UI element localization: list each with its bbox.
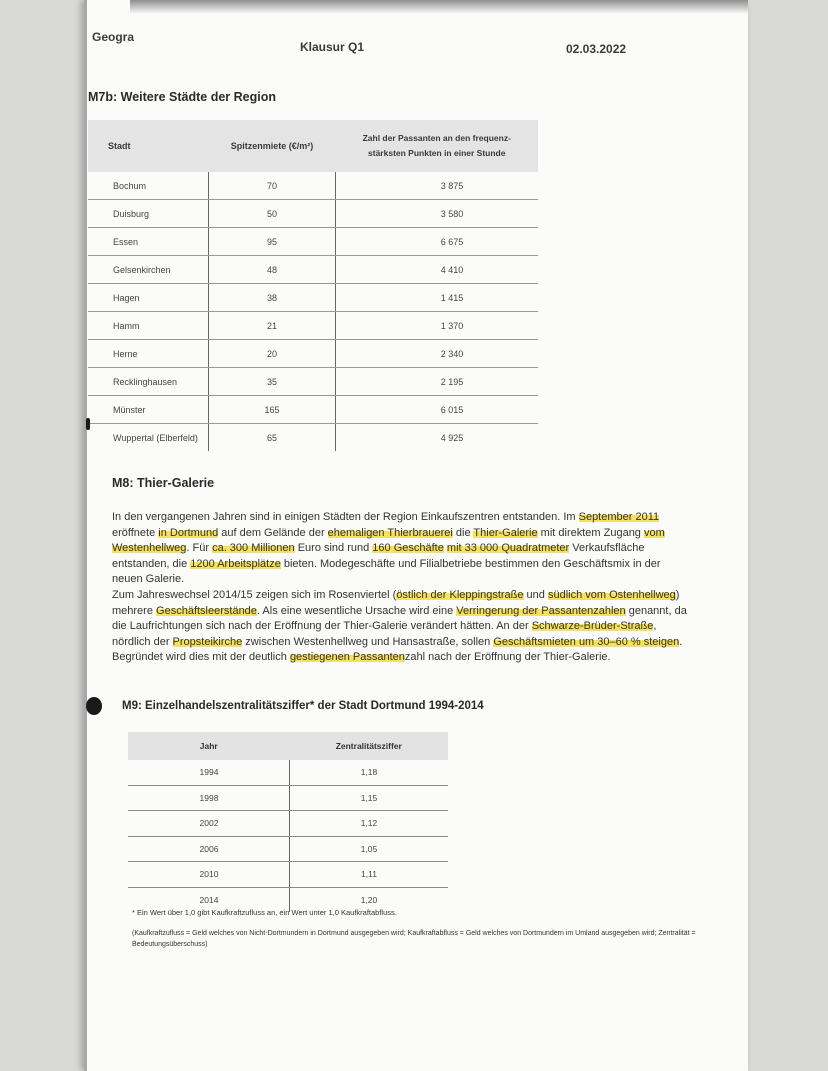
- paragraph-text: zahl nach der Eröffnung der Thier-Galerie.: [404, 651, 611, 664]
- m7b-body: [88, 172, 538, 451]
- m9-table: [128, 732, 448, 912]
- highlighted-text: Verringerung der Passantenzahlen: [456, 604, 626, 617]
- m7b-city-cell: Duisburg: [88, 200, 209, 228]
- header-subject: Geogra: [92, 30, 135, 44]
- table-row: [88, 256, 538, 284]
- m7b-passers-cell: 1 370: [336, 312, 539, 340]
- table-row: [88, 228, 538, 256]
- m7b-city-cell: Gelsenkirchen: [88, 256, 209, 284]
- m7b-rent-cell: 21: [209, 312, 336, 340]
- table-row: [88, 200, 538, 228]
- m7b-col-passers-line2: stärksten Punkten in einer Stunde: [368, 148, 506, 158]
- m7b-col-passers: [336, 120, 539, 172]
- m7b-city-cell: Münster: [88, 396, 209, 424]
- m7b-passers-cell: 2 195: [336, 368, 539, 396]
- m7b-rent-cell: 165: [209, 396, 336, 424]
- m7b-city-cell: Wuppertal (Elberfeld): [88, 424, 209, 452]
- m7b-passers-cell: 3 875: [336, 172, 539, 200]
- m7b-city-cell: Hamm: [88, 312, 209, 340]
- paragraph-text: ) mehrere: [112, 588, 680, 617]
- m9-year-cell: 2002: [128, 811, 290, 837]
- paragraph-text: Verkaufsfläche entstanden, die: [112, 542, 645, 570]
- margin-mark: [86, 418, 90, 430]
- m9-value-cell: 1,18: [290, 760, 449, 785]
- m7b-passers-cell: 4 925: [440, 432, 464, 443]
- m8-title: M8: Thier-Galerie: [112, 476, 215, 490]
- paragraph-text: Zum Jahreswechsel 2014/15 zeigen sich im Rosenviertel (: [112, 588, 397, 601]
- highlighted-text: südlich vom Ostenhellweg: [547, 588, 676, 601]
- highlighted-text: mit 33 000 Quadratmeter: [446, 542, 570, 555]
- table-row: [128, 785, 448, 811]
- paragraph-text: zwischen Westenhellweg und Hansastraße, sollen: [242, 635, 494, 648]
- m7b-rent-cell: 48: [209, 256, 336, 284]
- m8-paragraph: [112, 510, 692, 666]
- table-row: [88, 340, 538, 368]
- highlighted-text: Geschäftsleerstände: [156, 604, 257, 617]
- highlighted-text: 160 Geschäfte: [372, 542, 444, 555]
- m7b-col-passers-line1: Zahl der Passanten an den frequenz-: [362, 133, 511, 143]
- paragraph-text: und: [523, 588, 548, 601]
- m7b-rent-cell: 38: [209, 284, 336, 312]
- m9-value-cell: 1,15: [290, 785, 449, 811]
- table-row: [88, 312, 538, 340]
- highlighted-text: ca. 300 Millionen: [212, 542, 295, 555]
- table-row: [128, 862, 448, 888]
- paper-edge: [84, 0, 87, 1071]
- paragraph-text: In den vergangenen Jahren sind in einigen Städten der Region Einkaufszentren entstanden. Im: [112, 511, 579, 523]
- paragraph-text: bieten. Modegeschäfte und Filialbetriebe bestimmen den Geschäftsmix in der neuen Galerie.: [112, 557, 661, 586]
- m9-year-cell: 2010: [128, 862, 290, 888]
- m9-year-cell: 2014: [128, 887, 290, 912]
- header-date: 02.03.2022: [566, 42, 627, 56]
- table-row: [88, 368, 538, 396]
- paragraph-text: , nördlich der: [112, 620, 657, 648]
- paragraph-text: . Als eine wesentliche Ursache wird eine: [256, 604, 457, 617]
- highlighted-text: Schwarze-Brüder-Straße: [531, 620, 654, 633]
- m9-col-year: Jahr: [128, 732, 290, 760]
- m9-body: [128, 760, 448, 912]
- m7b-passers-cell: 4 410: [336, 256, 539, 284]
- table-row: [88, 424, 538, 452]
- m9-value-cell: 1,11: [290, 862, 449, 888]
- m7b-rent-cell: 65: [209, 424, 336, 452]
- highlighted-text: Propsteikirche: [172, 635, 243, 648]
- table-row: [128, 836, 448, 862]
- m9-definition: (Kaufkraftzufluss = Geld welches von Nicht-Dortmundern in Dortmund ausgegeben wird; Kaufkraftabfluss = Geld welches von Dortmundern im Umland ausgegeben wird; Zentralität = Bedeutungsüberschuss): [132, 930, 696, 948]
- m9-year-cell: 1998: [128, 785, 290, 811]
- m7b-passers-cell: 2 340: [336, 340, 539, 368]
- table-row: [128, 760, 448, 785]
- m7b-passers-cell: 6 015: [336, 396, 539, 424]
- m7b-city-cell: Hagen: [88, 284, 209, 312]
- m7b-rent-cell: 35: [209, 368, 336, 396]
- highlighted-text: Geschäftsmieten um 30–60 % steigen: [493, 635, 680, 648]
- m9-value-cell: 1,20: [360, 894, 378, 905]
- paragraph-text: . Begründet wird dies mit der deutlich: [112, 635, 683, 664]
- highlighted-text: vom Westenhellweg: [112, 526, 665, 555]
- paragraph-text: . Für: [186, 542, 213, 555]
- paragraph-text: genannt, da die Laufrichtungen sich nach der Eröffnung der Thier-Galerie verändert hätten. An der: [112, 604, 687, 633]
- m9-header-row: [128, 732, 448, 760]
- highlighted-text: östlich der Kleppingstraße: [396, 588, 524, 601]
- m7b-rent-cell: 20: [209, 340, 336, 368]
- table-row: [88, 284, 538, 312]
- m7b-city-cell: Bochum: [88, 172, 209, 200]
- m7b-title: M7b: Weitere Städte der Region: [88, 90, 276, 104]
- m7b-col-rent: Spitzenmiete (€/m²): [209, 120, 336, 172]
- table-row: [88, 172, 538, 200]
- paragraph-text: mit direktem Zugang: [537, 526, 644, 539]
- table-row: [128, 811, 448, 837]
- scan-shadow: [130, 0, 748, 14]
- m9-value-cell: 1,05: [290, 836, 449, 862]
- m7b-col-city: Stadt: [88, 120, 209, 172]
- highlighted-text: ehemaligen Thierbrauerei: [327, 526, 453, 539]
- m7b-passers-cell: 6 675: [336, 228, 539, 256]
- m7b-header-row: [88, 120, 538, 172]
- m7b-passers-cell: 3 580: [336, 200, 539, 228]
- m7b-rent-cell: 95: [209, 228, 336, 256]
- m7b-city-cell: Essen: [88, 228, 209, 256]
- m7b-rent-cell: 70: [209, 172, 336, 200]
- paragraph-text: auf dem Gelände der: [218, 526, 328, 539]
- highlighted-text: 1200 Arbeitsplätze: [190, 557, 281, 570]
- m7b-city-cell: Herne: [88, 340, 209, 368]
- m7b-passers-cell: 1 415: [336, 284, 539, 312]
- m9-col-value: Zentralitätsziffer: [290, 732, 449, 760]
- m7b-rent-cell: 50: [209, 200, 336, 228]
- table-row: [88, 396, 538, 424]
- m9-title: M9: Einzelhandelszentralitätsziffer* der Stadt Dortmund 1994-2014: [122, 700, 484, 712]
- m9-year-cell: 2006: [128, 836, 290, 862]
- header-title: Klausur Q1: [300, 40, 365, 54]
- m7b-table: [88, 120, 538, 451]
- m9-footnote: * Ein Wert über 1,0 gibt Kaufkraftzufluss an, ein Wert unter 1,0 Kaufkraftabfluss.: [132, 908, 397, 917]
- m9-value-cell: 1,12: [290, 811, 449, 837]
- m7b-city-cell: Recklinghausen: [88, 368, 209, 396]
- paragraph-text: eröffnete: [112, 526, 159, 539]
- paragraph-text: Euro sind rund: [294, 542, 373, 555]
- highlighted-text: Thier-Galerie: [473, 526, 538, 539]
- highlighted-text: in Dortmund: [158, 526, 219, 539]
- paragraph-text: die: [452, 526, 474, 539]
- highlighted-text: September 2011: [578, 511, 660, 523]
- m9-year-cell: 1994: [128, 760, 290, 785]
- margin-mark: [86, 697, 102, 715]
- highlighted-text: gestiegenen Passanten: [289, 651, 405, 664]
